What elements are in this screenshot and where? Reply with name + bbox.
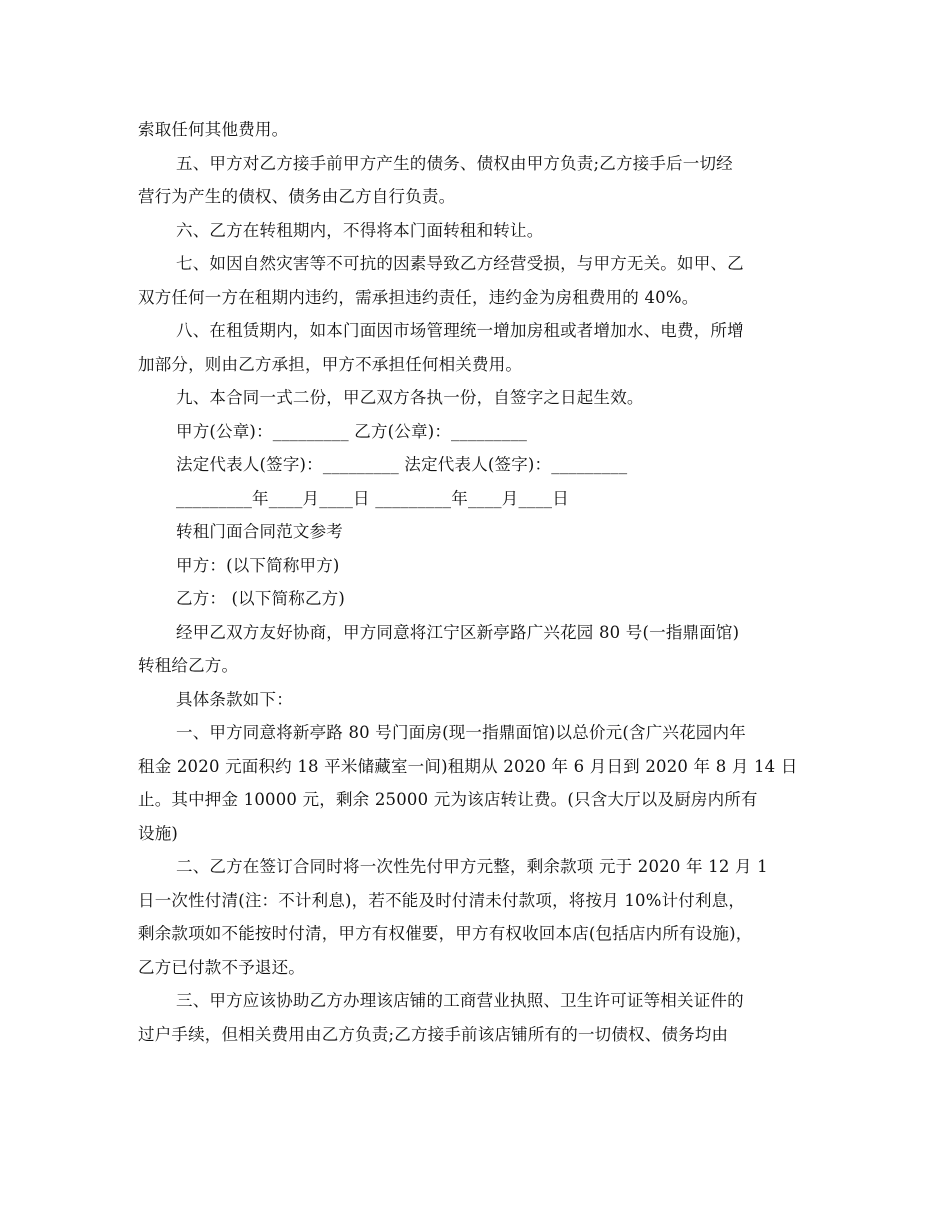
section-title: 转租门面合同范文参考 [176,522,343,541]
text-line: 营行为产生的债权、债务由乙方自行负责。 [138,187,456,206]
text-line: 六、乙方在转租期内，不得将本门面转租和转让。 [176,221,544,240]
text-line: 三、甲方应该协助乙方办理该店铺的工商营业执照、卫生许可证等相关证件的 [176,991,744,1010]
text-line: 乙方已付款不予退还。 [138,958,305,977]
text-line: 过户手续，但相关费用由乙方负责;乙方接手前该店铺所有的一切债权、债务均由 [138,1025,729,1044]
signature-line-seal: 甲方(公章)：_________ 乙方(公章)：_________ [176,422,528,441]
text-line: 索取任何其他费用。 [138,120,289,139]
text-line: 一、甲方同意将新亭路 80 号门面房(现一指鼎面馆)以总价元(含广兴花园内年 [176,723,746,742]
text-line: 剩余款项如不能按时付清，甲方有权催要，甲方有权收回本店(包括店内所有设施)， [138,924,753,943]
party-a-line: 甲方：(以下简称甲方) [176,556,340,575]
signature-line-representative: 法定代表人(签字)：_________ 法定代表人(签字)：_________ [176,455,628,474]
text-line: 双方任何一方在租期内违约，需承担违约责任，违约金为房租费用的 40%。 [138,288,699,307]
text-line: 经甲乙双方友好协商，甲方同意将江宁区新亭路广兴花园 80 号(一指鼎面馆) [176,623,740,642]
text-line: 八、在租赁期内，如本门面因市场管理统一增加房租或者增加水、电费，所增 [176,321,744,340]
text-line: 日一次性付清(注：不计利息)，若不能及时付清未付款项，将按月 10%计付利息， [138,891,746,910]
text-line: 止。其中押金 10000 元，剩余 25000 元为该店转让费。(只含大厅以及厨房内所有 [138,790,758,809]
text-line: 设施) [138,824,179,843]
date-line: _________年____月____日 _________年____月____日 [176,489,569,508]
text-line: 五、甲方对乙方接手前甲方产生的债务、债权由甲方负责;乙方接手后一切经 [176,154,733,173]
text-line: 二、乙方在签订合同时将一次性先付甲方元整，剩余款项 元于 2020 年 12 月 1 [176,857,768,876]
text-line: 转租给乙方。 [138,656,239,675]
text-line: 九、本合同一式二份，甲乙双方各执一份，自签字之日起生效。 [176,388,644,407]
text-line: 加部分，则由乙方承担，甲方不承担任何相关费用。 [138,355,523,374]
party-b-line: 乙方： (以下简称乙方) [176,589,346,608]
text-line: 具体条款如下： [176,690,293,709]
text-line: 七、如因自然灾害等不可抗的因素导致乙方经营受损，与甲方无关。如甲、乙 [176,254,744,273]
text-line: 租金 2020 元面积约 18 平米储藏室一间)租期从 2020 年 6 月日到 2020 年 8 月 14 日 [138,757,798,776]
